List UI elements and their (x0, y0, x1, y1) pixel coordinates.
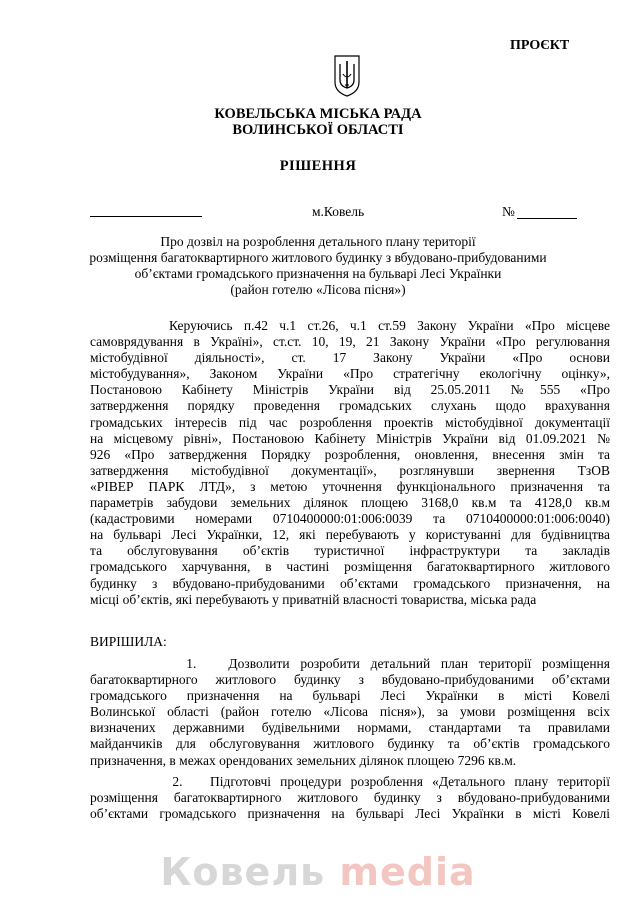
preamble-line: (кадастровими номерами 0710400000:01:006:0039 та 0710400000:01:006:0040) (90, 511, 610, 527)
item-1-line: Волинської області (район готелю «Лісова пісня»), за умови розміщення всіх (90, 704, 610, 720)
preamble-line: містобудування», Законом України «Про стратегічну екологічну оцінку», (90, 366, 610, 382)
project-mark: ПРОЄКТ (510, 38, 570, 53)
council-line-1: КОВЕЛЬСЬКА МІСЬКА РАДА (214, 106, 422, 122)
watermark-logo (0, 850, 636, 894)
preamble-line: Керуючись п.42 ч.1 ст.26, ч.1 ст.59 Закону України «Про місцеве (90, 318, 610, 333)
watermark-part-2: media (339, 850, 476, 894)
city-label: м.Ковель (312, 204, 365, 219)
preamble-line: на бульварі Лесі Українки, 12, які перебувають у користуванні для будівництва (90, 527, 610, 543)
preamble-line: параметрів забудови земельних ділянок площею 3168,0 кв.м та 4128,0 кв.м (90, 495, 610, 511)
item-1-line: 1. Дозволити розробити детальний план території розміщення (90, 656, 610, 671)
preamble-line: містобудівної діяльності», ст. 17 Закону України «Про основи (90, 350, 610, 366)
number-blank-line (517, 204, 577, 219)
preamble-line: на місцевому рівні», Постановою Кабінету Міністрів України від 01.09.2021 № (90, 430, 610, 446)
council-line-2: ВОЛИНСЬКОЇ ОБЛАСТІ (232, 122, 404, 138)
item-2-line: розміщення багатоквартирного житлового будинку з вбудовано-прибудованими (90, 790, 610, 806)
preamble-line: будинку з вбудовано-прибудованими об’єктами громадського призначення, на (90, 575, 610, 591)
item-1-line: призначення, в межах орендованих земельних ділянок площею 7296 кв.м. (90, 752, 517, 768)
preamble-line: громадського харчування, в частині розміщення багатоквартирного житлового (90, 559, 610, 575)
preamble-line: 926 «Про затвердження Порядку розроблення, оновлення, внесення змін та (90, 446, 610, 462)
date-blank-line (90, 204, 202, 217)
council-name (0, 106, 636, 138)
preamble-line: «РІВЕР ПАРК ЛТД», з метою уточнення функціонального призначення та (90, 478, 610, 494)
preamble-line: громадських інтересів під час розроблення проектів містобудівної документації (90, 414, 610, 430)
item-2-line: об’єктами громадського призначення на бульварі Лесі Українки в місті Ковелі (90, 806, 610, 822)
item-1-paragraph (90, 656, 610, 769)
subject-line: Про дозвіл на розроблення детального плану території (160, 234, 476, 249)
preamble-paragraph (90, 318, 610, 608)
item-1-line: багатоквартирного житлового будинку з вбудовано-прибудованими об’єктами (90, 672, 610, 688)
subject-line: об’єктами громадського призначення на бульварі Лесі Українки (134, 266, 502, 281)
preamble-line: Постановою Кабінету Міністрів України від 25.05.2011 №555 «Про (90, 382, 610, 398)
watermark-part-1: Ковель (160, 850, 326, 894)
subject-line: (район готелю «Лісова пісня») (230, 282, 406, 297)
item-1-line: майданчиків для обслуговування житлового будинку та об’єктів громадського (90, 736, 610, 752)
decision-title: РІШЕННЯ (279, 158, 357, 174)
preamble-line: та обслуговування об’єктів туристичної інфраструктури та закладів (90, 543, 610, 559)
trident-icon (332, 52, 362, 98)
item-2-line: 2. Підготовчі процедури розроблення «Детального плану території (90, 774, 610, 789)
preamble-line: місці об’єктів, які перебувають у приватній власності товариства, міська рада (90, 591, 537, 607)
preamble-line: затвердження порядку проведення громадських слухань щодо врахування (90, 398, 610, 414)
decided-label: ВИРІШИЛА: (90, 634, 167, 649)
number-sign: № (502, 204, 515, 219)
preamble-line: затвердження містобудівної документації», розглянувши звернення ТзОВ (90, 462, 610, 478)
item-1-line: громадського призначення на бульварі Лесі Українки в місті Ковелі (90, 688, 610, 704)
item-2-paragraph (90, 774, 610, 822)
preamble-line: самоврядування в Україні», ст.ст. 10, 19, 21 Закону України «Про регулювання (90, 334, 610, 350)
item-1-line: визначених державними будівельними нормами, стандартами та правилами (90, 720, 610, 736)
subject-line: розміщення багатоквартирного житлового будинку з вбудовано-прибудованими (89, 250, 547, 265)
decision-subject (0, 234, 636, 298)
